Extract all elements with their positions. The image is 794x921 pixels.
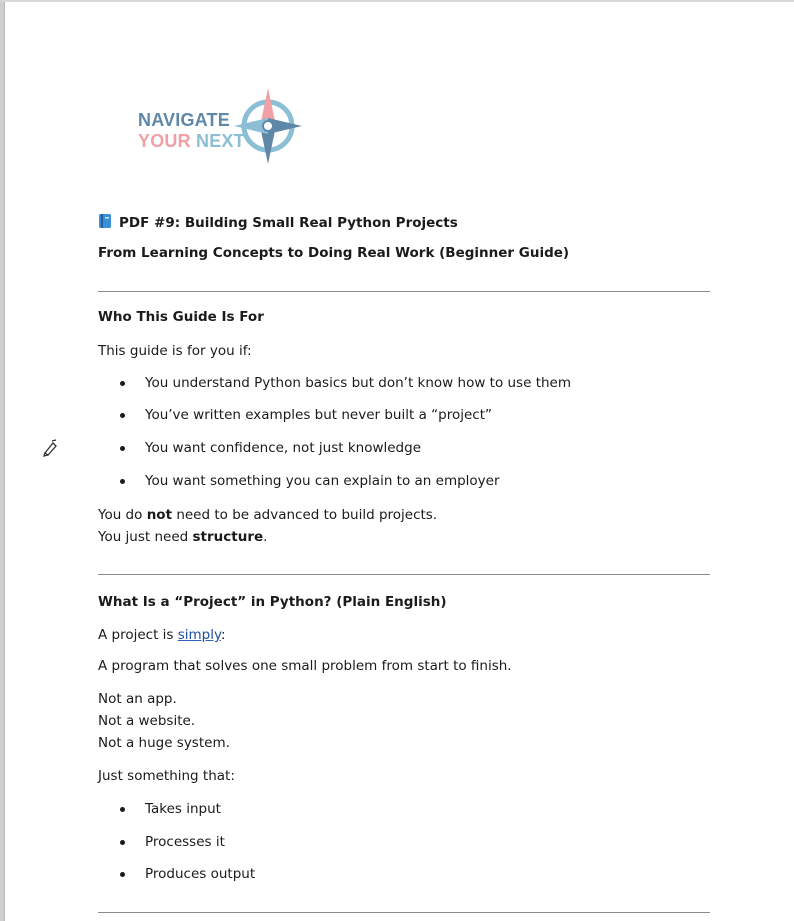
section1-intro: This guide is for you if: (98, 343, 252, 359)
section2-definition: A program that solves one small problem from start to finish. (98, 658, 512, 674)
section2-heading: What Is a “Project” in Python? (Plain English) (98, 594, 447, 610)
section1-bullet: You want something you can explain to an employer (145, 473, 500, 489)
closing1-pre: You do (98, 507, 147, 523)
section1-closing-1 (98, 507, 437, 523)
simply-link[interactable]: simply (177, 627, 222, 643)
bullet-dot (120, 479, 125, 484)
doc-title-row (98, 213, 458, 231)
section2-bullet: Processes it (145, 834, 225, 850)
closing2-pre: You just need (98, 529, 193, 545)
bullet-dot (120, 446, 125, 451)
section1-bullet: You understand Python basics but don’t know how to use them (145, 375, 571, 391)
page-edge-top (0, 0, 794, 2)
compass-icon (232, 86, 304, 164)
bullet-dot (120, 381, 125, 386)
def-post: : (221, 627, 226, 643)
logo-wordmark (138, 110, 245, 152)
section1-bullet: You want confidence, not just knowledge (145, 440, 421, 456)
section2-bullet: Takes input (145, 801, 221, 817)
section1-heading: Who This Guide Is For (98, 309, 264, 325)
marker-cursor-icon (42, 439, 60, 457)
closing2-bold: structure (192, 529, 264, 545)
doc-subtitle: From Learning Concepts to Doing Real Work (Beginner Guide) (98, 245, 570, 261)
doc-title: PDF #9: Building Small Real Python Projects (119, 215, 458, 231)
bullet-dot (120, 840, 125, 845)
logo-line1: NAVIGATE (138, 110, 230, 130)
bullet-dot (120, 807, 125, 812)
closing2-post: . (263, 529, 268, 545)
logo-line2-a: YOUR (138, 131, 197, 151)
section1-bullet: You’ve written examples but never built a “project” (145, 407, 492, 423)
book-icon (98, 213, 112, 229)
divider (98, 574, 710, 575)
not-line: Not a huge system. (98, 735, 230, 751)
def-pre: A project is (98, 627, 178, 643)
not-line: Not a website. (98, 713, 196, 729)
section2-bullet: Produces output (145, 866, 256, 882)
closing1-post: need to be advanced to build projects. (172, 507, 438, 523)
bullet-dot (120, 413, 125, 418)
not-line: Not an app. (98, 691, 177, 707)
logo-line2 (138, 131, 245, 152)
divider (98, 291, 710, 292)
divider (98, 912, 710, 913)
bullet-dot (120, 872, 125, 877)
section1-closing-2 (98, 529, 267, 545)
logo (138, 86, 308, 166)
section2-just: Just something that: (98, 768, 235, 784)
section2-def-line (98, 627, 226, 643)
logo-line2-b: NEXT (196, 131, 245, 151)
page-edge (0, 0, 5, 921)
closing1-bold: not (146, 507, 173, 523)
